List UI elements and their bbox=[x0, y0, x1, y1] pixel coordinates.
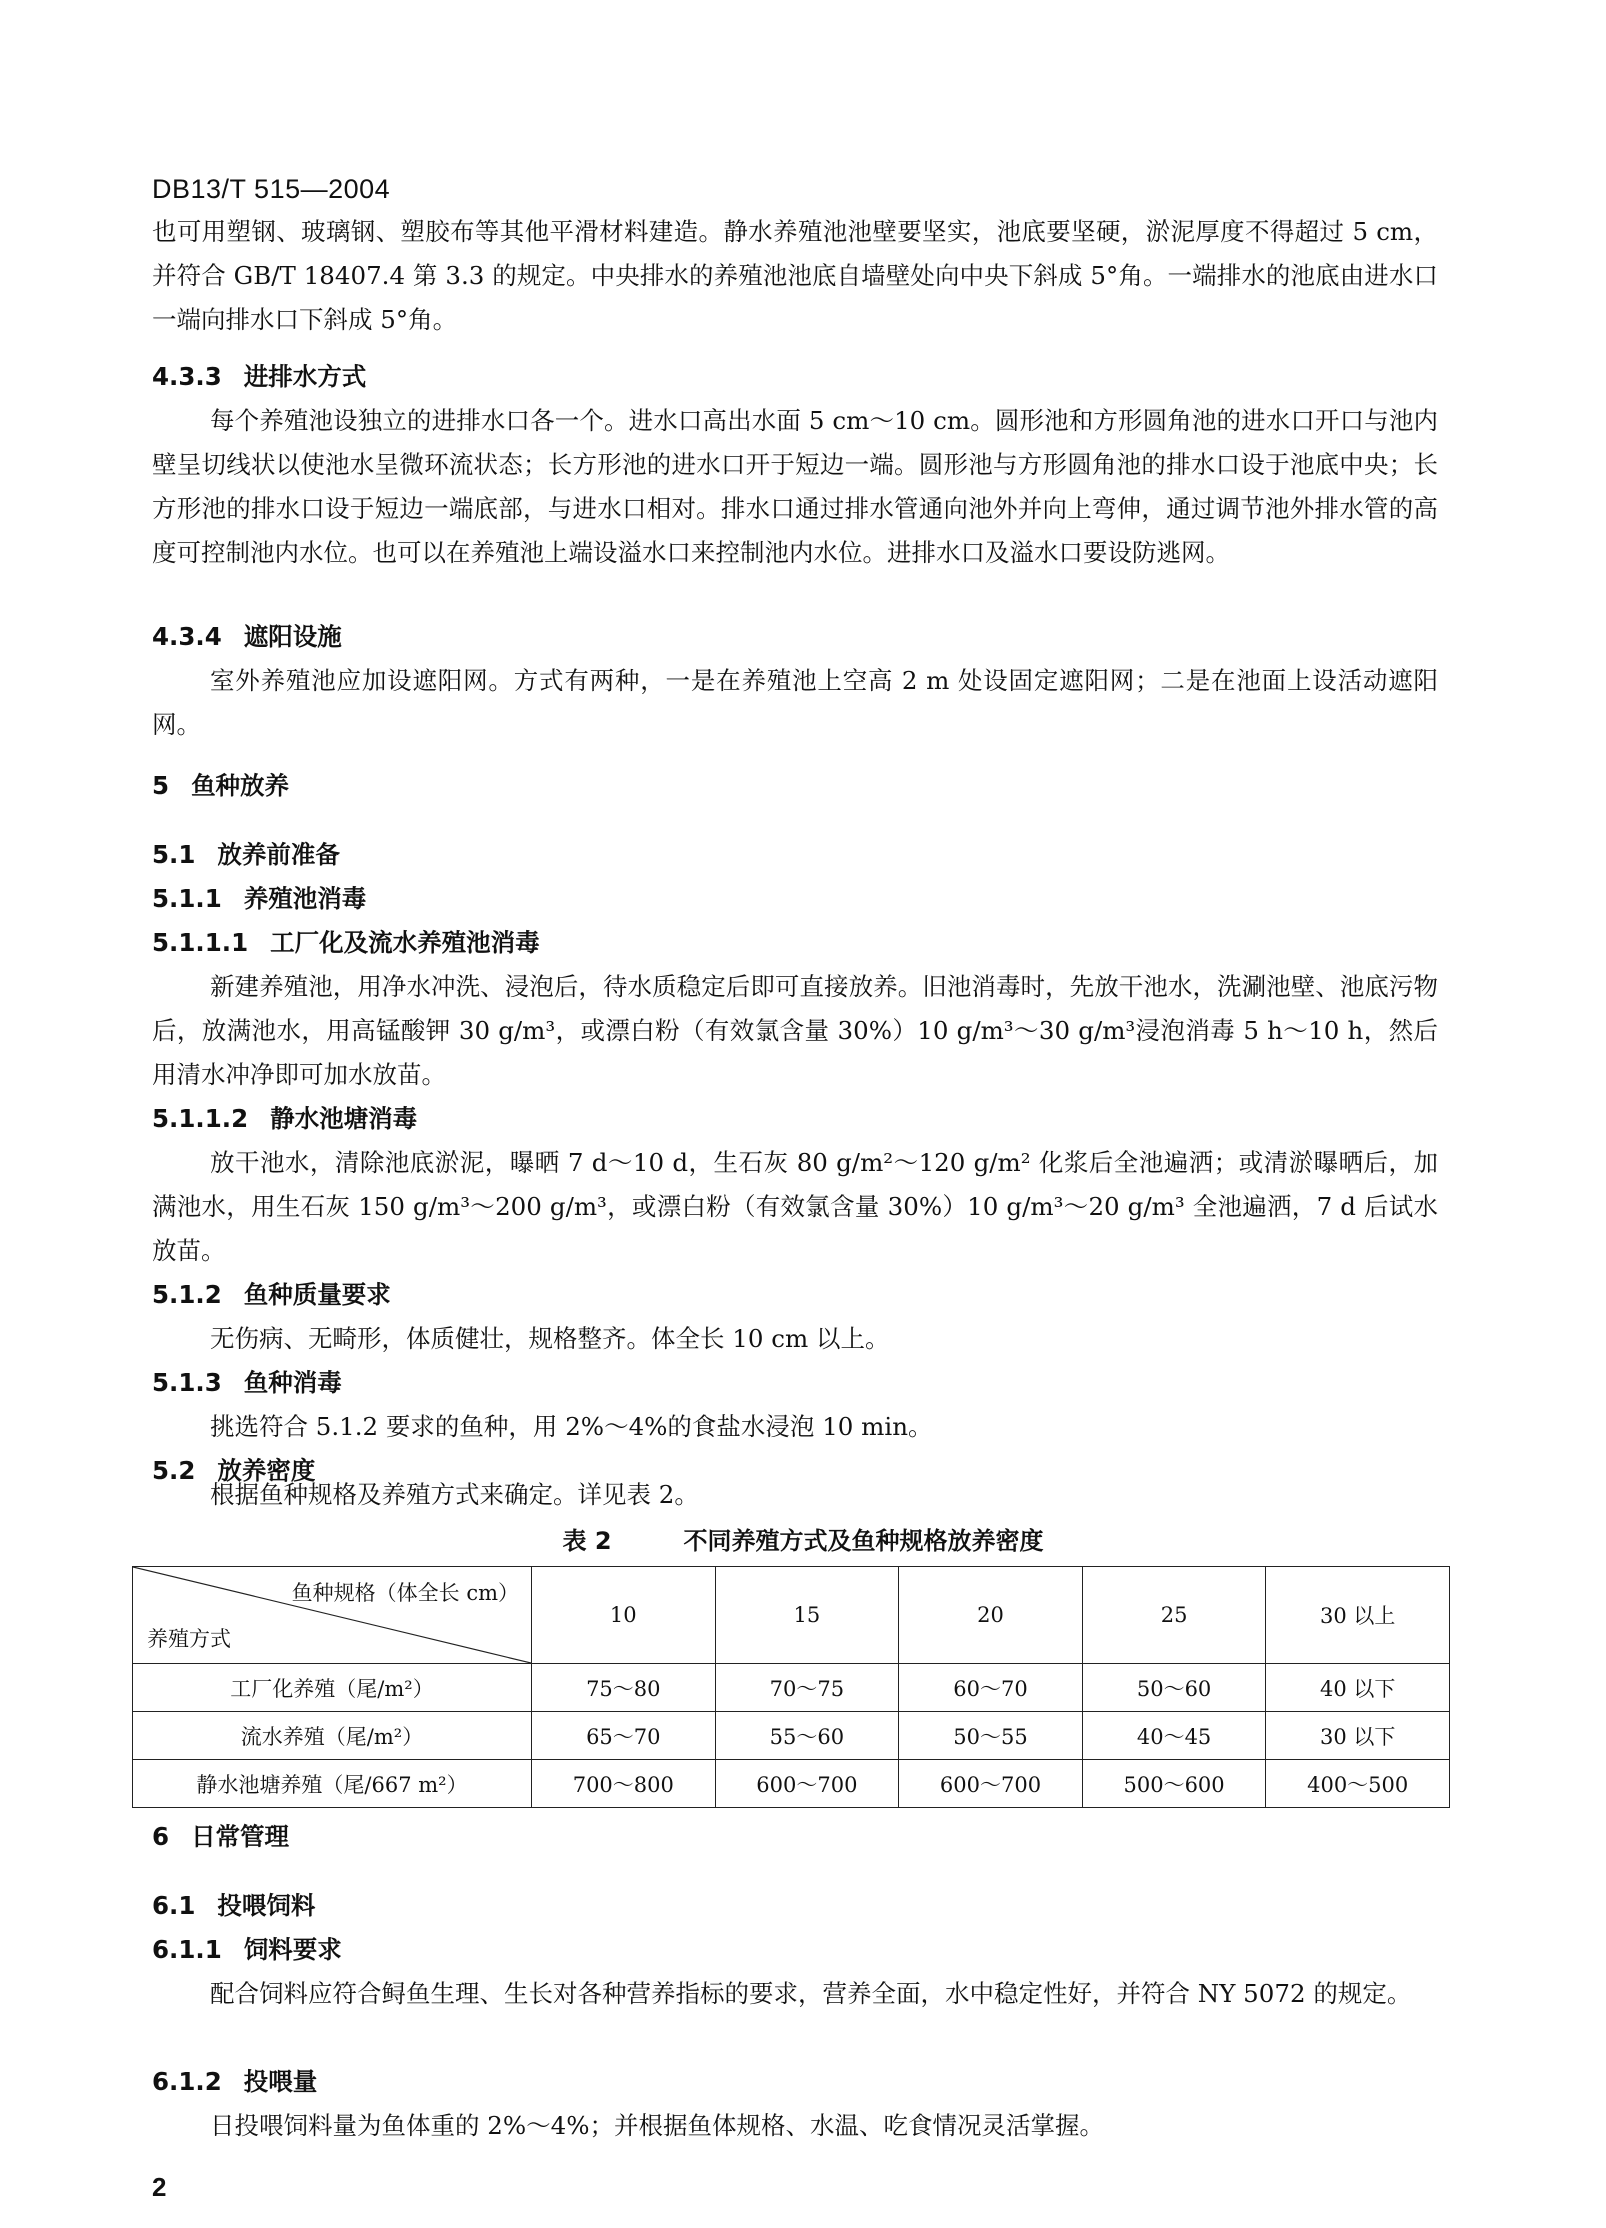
table-cell: 50～55 bbox=[899, 1712, 1083, 1760]
heading-6-1-1: 6.1.1 饲料要求 bbox=[152, 1935, 342, 1964]
stocking-density-table bbox=[132, 1566, 1450, 1808]
table-cell: 500～600 bbox=[1082, 1760, 1266, 1808]
heading-5-1-1-2: 5.1.1.2 静水池塘消毒 bbox=[152, 1104, 418, 1133]
header-method-label: 养殖方式 bbox=[147, 1627, 231, 1651]
column-header: 30 以上 bbox=[1266, 1567, 1450, 1664]
heading-6-1-2: 6.1.2 投喂量 bbox=[152, 2067, 318, 2096]
table-2-caption: 表 2 不同养殖方式及鱼种规格放养密度 bbox=[562, 1527, 1044, 1555]
table-cell: 50～60 bbox=[1082, 1664, 1266, 1712]
paragraph-5-1-3: 挑选符合 5.1.2 要求的鱼种，用 2%～4%的食盐水浸泡 10 min。 bbox=[210, 1412, 933, 1441]
heading-4-3-4: 4.3.4 遮阳设施 bbox=[152, 622, 342, 651]
table-cell: 75～80 bbox=[532, 1664, 716, 1712]
table-row bbox=[133, 1664, 1450, 1712]
heading-6-1: 6.1 投喂饲料 bbox=[152, 1891, 316, 1920]
heading-5-2: 5.2 放养密度 bbox=[152, 1456, 316, 1485]
column-header: 20 bbox=[899, 1567, 1083, 1664]
paragraph-4-3-4: 室外养殖池应加设遮阳网。方式有两种，一是在养殖池上空高 2 m 处设固定遮阳网；二是在池面上设活动遮阳网。 bbox=[152, 666, 1438, 739]
heading-5-1-2: 5.1.2 鱼种质量要求 bbox=[152, 1280, 391, 1309]
table-row bbox=[133, 1760, 1450, 1808]
table-cell: 40 以下 bbox=[1266, 1664, 1450, 1712]
heading-5-1-3: 5.1.3 鱼种消毒 bbox=[152, 1368, 342, 1397]
column-header: 10 bbox=[532, 1567, 716, 1664]
heading-5-1-1: 5.1.1 养殖池消毒 bbox=[152, 884, 367, 913]
paragraph-5-1-2: 无伤病、无畸形，体质健壮，规格整齐。体全长 10 cm 以上。 bbox=[210, 1324, 890, 1353]
heading-4-3-3: 4.3.3 进排水方式 bbox=[152, 362, 367, 391]
row-label: 流水养殖（尾/m²） bbox=[133, 1712, 532, 1760]
paragraph-4-3-2-continued: 也可用塑钢、玻璃钢、塑胶布等其他平滑材料建造。静水养殖池池壁要坚实，池底要坚硬，淤泥厚度不得超过 5 cm，并符合 GB/T 18407.4 第 3.3 的规定。中央排水的养殖池池底自墙壁处向中央下斜成 5°角。一端排水的池底由进水口一端向排水口下斜成 5°角。 bbox=[152, 217, 1438, 334]
heading-5-1: 5.1 放养前准备 bbox=[152, 840, 340, 869]
table-cell: 40～45 bbox=[1082, 1712, 1266, 1760]
table-cell: 55～60 bbox=[715, 1712, 899, 1760]
table-cell: 70～75 bbox=[715, 1664, 899, 1712]
column-header: 15 bbox=[715, 1567, 899, 1664]
paragraph-5-2: 根据鱼种规格及养殖方式来确定。详见表 2。 bbox=[210, 1480, 699, 1509]
paragraph-5-1-1-2: 放干池水，清除池底淤泥，曝晒 7 d～10 d，生石灰 80 g/m²～120 g/m² 化浆后全池遍洒；或清淤曝晒后，加满池水，用生石灰 150 g/m³～200 g/m³，或漂白粉（有效氯含量 30%）10 g/m³～20 g/m³ 全池遍洒，7 d 后试水放苗。 bbox=[152, 1148, 1438, 1265]
page-number: 2 bbox=[152, 2172, 167, 2202]
paragraph-6-1-2: 日投喂饲料量为鱼体重的 2%～4%；并根据鱼体规格、水温、吃食情况灵活掌握。 bbox=[210, 2111, 1105, 2140]
column-header: 25 bbox=[1082, 1567, 1266, 1664]
table-cell: 600～700 bbox=[715, 1760, 899, 1808]
heading-5-1-1-1: 5.1.1.1 工厂化及流水养殖池消毒 bbox=[152, 928, 540, 957]
table-cell: 30 以下 bbox=[1266, 1712, 1450, 1760]
table-row bbox=[133, 1712, 1450, 1760]
paragraph-5-1-1-1: 新建养殖池，用净水冲洗、浸泡后，待水质稳定后即可直接放养。旧池消毒时，先放干池水，洗涮池壁、池底污物后，放满池水，用高锰酸钾 30 g/m³，或漂白粉（有效氯含量 30%）10 g/m³～30 g/m³浸泡消毒 5 h～10 h，然后用清水冲净即可加水放苗。 bbox=[152, 972, 1438, 1089]
heading-6: 6 日常管理 bbox=[152, 1822, 290, 1851]
paragraph-6-1-1: 配合饲料应符合鲟鱼生理、生长对各种营养指标的要求，营养全面，水中稳定性好，并符合 NY 5072 的规定。 bbox=[210, 1979, 1412, 2008]
table-cell: 60～70 bbox=[899, 1664, 1083, 1712]
table-cell: 400～500 bbox=[1266, 1760, 1450, 1808]
row-label: 工厂化养殖（尾/m²） bbox=[133, 1664, 532, 1712]
row-label: 静水池塘养殖（尾/667 m²） bbox=[133, 1760, 532, 1808]
table-cell: 600～700 bbox=[899, 1760, 1083, 1808]
table-cell: 700～800 bbox=[532, 1760, 716, 1808]
heading-5: 5 鱼种放养 bbox=[152, 771, 290, 800]
header-fish-size-label: 鱼种规格（体全长 cm） bbox=[291, 1581, 519, 1605]
paragraph-4-3-3: 每个养殖池设独立的进排水口各一个。进水口高出水面 5 cm～10 cm。圆形池和方形圆角池的进水口开口与池内壁呈切线状以使池水呈微环流状态；长方形池的进水口开于短边一端。圆形池与方形圆角池的排水口设于池底中央；长方形池的排水口设于短边一端底部，与进水口相对。排水口通过排水管通向池外并向上弯伸，通过调节池外排水管的高度可控制池内水位。也可以在养殖池上端设溢水口来控制池内水位。进排水口及溢水口要设防逃网。 bbox=[152, 406, 1438, 567]
table-header-row bbox=[133, 1567, 1450, 1664]
standard-code: DB13/T 515—2004 bbox=[152, 174, 391, 204]
diagonal-header-cell bbox=[133, 1567, 532, 1664]
table-cell: 65～70 bbox=[532, 1712, 716, 1760]
